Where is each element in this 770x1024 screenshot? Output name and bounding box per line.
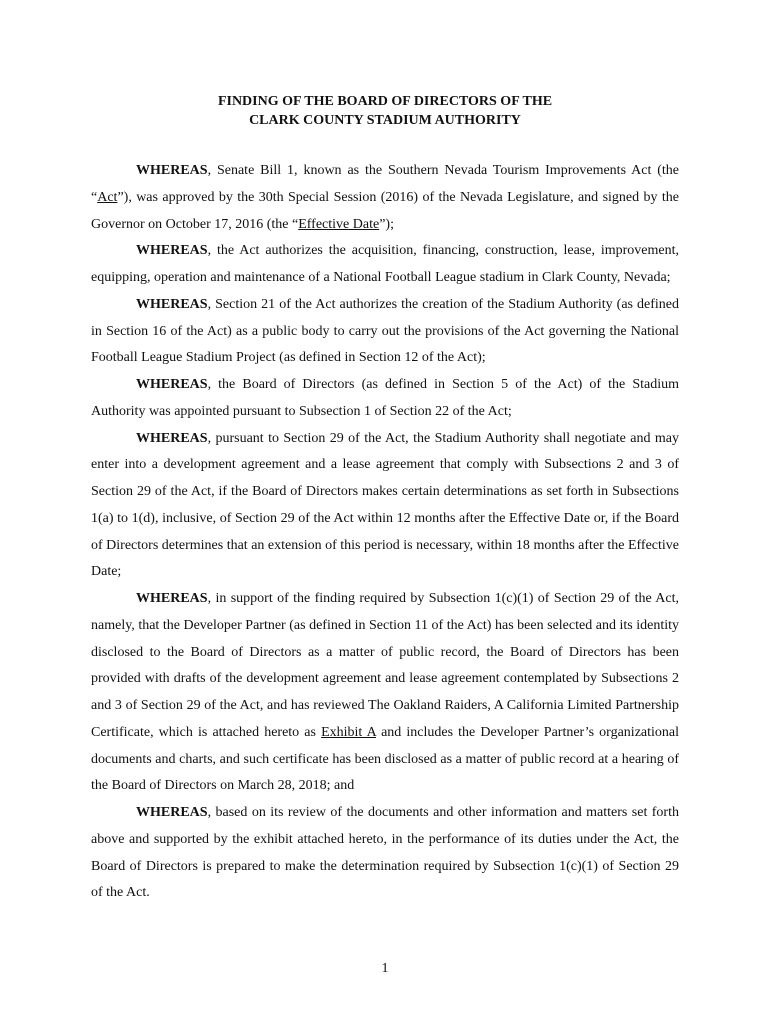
effective-date-defined-term: Effective Date (298, 216, 380, 232)
whereas-paragraph-4 (91, 372, 679, 426)
whereas-keyword: WHEREAS (136, 591, 208, 606)
whereas-keyword: WHEREAS (136, 243, 208, 259)
whereas-keyword: WHEREAS (136, 296, 208, 312)
paragraph-text: , based on its review of the documents and other information and matters set forth above and supported by the exhibit attached hereto, in the performance of its duties under the Act, the Board of Directors is prepared to make the determination required by Subsection 1(c)(1) of Section 29 of the Act. (91, 805, 679, 901)
paragraph-text: and includes the Developer Partner’s organizational documents and charts, and such certificate has been disclosed as a matter of public record at a hearing of the Board of Directors on March 28, 2018; and (91, 724, 680, 794)
whereas-paragraph-3 (91, 292, 679, 372)
whereas-paragraph-2 (91, 238, 679, 292)
exhibit-a-reference: Exhibit A (321, 724, 376, 740)
page-number: 1 (381, 961, 389, 976)
whereas-paragraph-1 (91, 158, 679, 238)
whereas-keyword: WHEREAS (136, 805, 208, 820)
paragraph-text: ”); (379, 216, 394, 232)
title-line-1: FINDING OF THE BOARD OF DIRECTORS OF THE (217, 94, 553, 109)
paragraph-text: , the Act authorizes the acquisition, financing, construction, lease, improvement, equipping, operation and maintenance of a National Football League stadium in Clark County, Nevada; (91, 243, 679, 285)
document-body (91, 158, 679, 907)
paragraph-text: , pursuant to Section 29 of the Act, the Stadium Authority shall negotiate and may enter into a development agreement and a lease agreement that comply with Subsections 2 and 3 of Section 29 of the Act, if the Board of Directors makes certain determinations as set forth in Subsections 1(a) to 1(d), inclusive, of Section 29 of the Act within 12 months after the Effective Date or, if the Board of Directors determines that an extension of this period is necessary, within 18 months after the Effective Date; (91, 430, 679, 580)
whereas-keyword: WHEREAS (136, 163, 208, 178)
whereas-paragraph-6 (91, 586, 679, 800)
act-defined-term: Act (97, 189, 118, 205)
title-line-2: CLARK COUNTY STADIUM AUTHORITY (249, 113, 521, 128)
paragraph-text: , Section 21 of the Act authorizes the creation of the Stadium Authority (as defined in Section 16 of the Act) as a public body to carry out the provisions of the Act governing the National Football League Stadium Project (as defined in Section 12 of the Act); (91, 296, 679, 366)
paragraph-text: ”), was approved by the 30th Special Session (2016) of the Nevada Legislature, and signed by the Governor on October 17, 2016 (the “ (91, 189, 679, 232)
document-title (0, 92, 770, 130)
whereas-paragraph-5 (91, 426, 679, 587)
whereas-paragraph-7 (91, 800, 679, 907)
whereas-keyword: WHEREAS (136, 377, 208, 392)
paragraph-text: , in support of the finding required by Subsection 1(c)(1) of Section 29 of the Act, namely, that the Developer Partner (as defined in Section 11 of the Act) has been selected and its identity disclosed to the Board of Directors as a matter of public record, the Board of Directors has been provided with drafts of the development agreement and lease agreement contemplated by Subsections 2 and 3 of Section 29 of the Act, and has reviewed The Oakland Raiders, A California Limited Partnership Certificate, which is attached hereto as (91, 591, 679, 740)
paragraph-text: , the Board of Directors (as defined in Section 5 of the Act) of the Stadium Authority was appointed pursuant to Subsection 1 of Section 22 of the Act; (91, 377, 679, 419)
paragraph-text: , Senate Bill 1, known as the Southern Nevada Tourism Improvements Act (the “ (91, 163, 679, 205)
whereas-keyword: WHEREAS (136, 430, 208, 446)
